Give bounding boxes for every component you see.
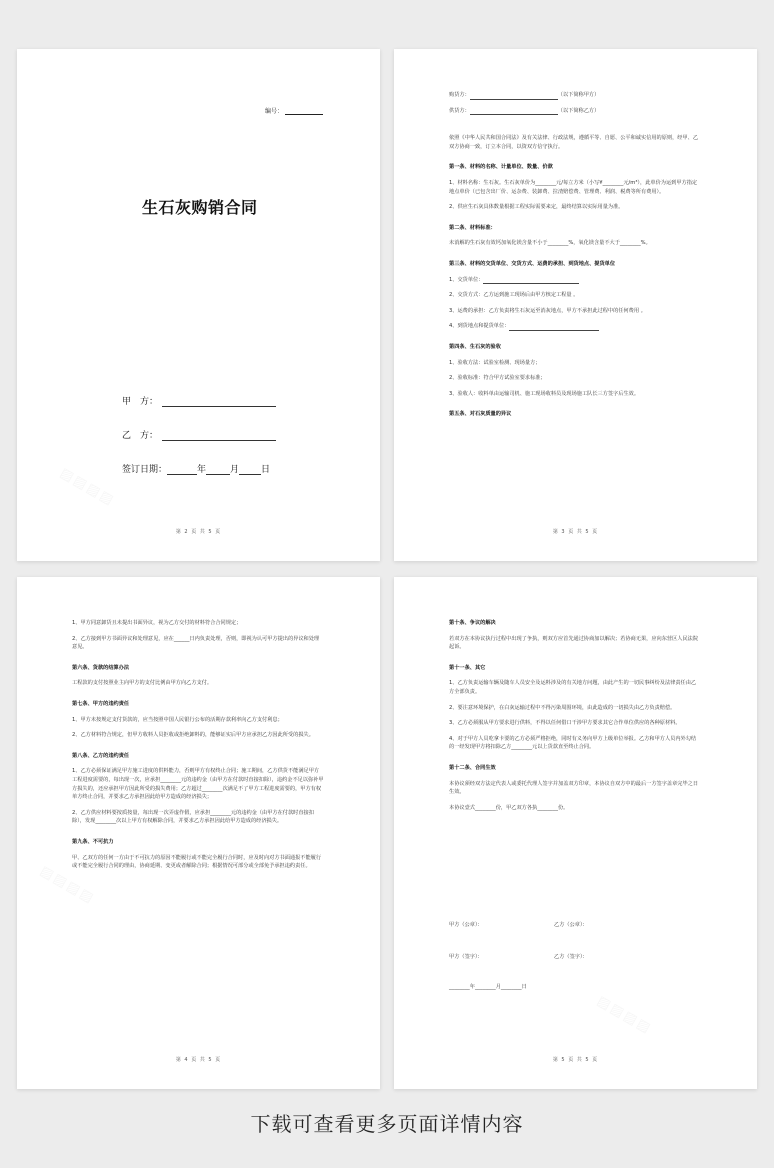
article-11-clause-2: 2、要注意环境保护，在白灰运输过程中不得污染周围环境，由此造成的一切损失由乙方负责赔偿。 <box>449 704 676 711</box>
article-4-clause-2: 2、验收标准：符合甲方试验室要求标准； <box>449 375 546 382</box>
page-footer: 第 2 页 共 5 页 <box>175 529 222 535</box>
article-3-clause-4 <box>449 322 701 331</box>
article-3-title: 第三条、材料的交货单位、交货方式、运费的承担、到货地点、提货单位 <box>449 260 616 267</box>
party-a-label: 甲 方： <box>122 397 159 407</box>
seller-label: 供货方： <box>449 107 470 114</box>
contract-page-2 <box>394 49 757 561</box>
party-b-seal-label: 乙方（公章）： <box>554 922 588 928</box>
page-body <box>72 619 324 871</box>
buyer-blank <box>470 93 558 100</box>
contract-page-3 <box>17 577 380 1089</box>
page-footer: 第 5 页 共 5 页 <box>552 1057 599 1063</box>
article-2-title: 第二条、材料标准： <box>449 224 496 231</box>
date-month-label: 月 <box>230 465 240 475</box>
page-footer: 第 4 页 共 5 页 <box>175 1057 222 1063</box>
delivery-unit-label: 1、交货单位： <box>449 276 484 283</box>
article-5-clause-1: 1、甲方同意卸货且未提出书面异议，视为乙方交付的材料符合合同规定； <box>72 620 242 626</box>
article-6-title: 第六条、货款的结算办法 <box>72 664 130 671</box>
page-body <box>449 619 701 812</box>
party-b-signature-label: 乙方（签字）： <box>554 954 588 960</box>
article-3-clause-2: 2、交货方式：乙方运到施工现场后由甲方核定工程量 。 <box>449 292 579 299</box>
party-a-blank <box>162 397 276 407</box>
date-year-label: 年 <box>197 465 207 475</box>
article-8-title: 第八条、乙方的违约责任 <box>72 752 130 759</box>
article-3-clause-1 <box>449 276 701 285</box>
page-footer: 第 3 页 共 5 页 <box>552 529 599 535</box>
party-a-seal-label: 甲方（公章）： <box>449 922 483 928</box>
buyer-note: （以下简称甲方） <box>557 92 600 98</box>
article-3-clause-3: 3、运费的承担：乙方负责将生石灰运至消灰地点，甲方不承担此过程中的任何费用 。 <box>449 307 646 314</box>
article-9-clause-1: 甲、乙双方的任何一方由于不可抗力的原因不能履行或不能完全履行合同时，应及时向对方书面通报不能履行或不能完全履行合同的理由，协商延期、变更或者解除合同；根据情况可部分或全部免予承担违约责任。 <box>72 854 322 870</box>
article-4-clause-1: 1、验收方法：试验室检测、现场量方； <box>449 359 541 366</box>
article-11-clause-4: 4、对于甲方人员吃拿卡要的乙方必须严格拒绝，同时有义务向甲方上级单位举报。乙方和甲方人员内外勾结的一经发现甲方将扣除乙方________元以上货款直至终止合同。 <box>449 735 697 751</box>
date-month-blank <box>206 465 230 475</box>
date-day-label: 日 <box>261 465 271 475</box>
contract-page-cover <box>17 49 380 561</box>
party-a-signature-label: 甲方（签字）： <box>449 954 483 960</box>
download-caption: 下载可查看更多页面详情内容 <box>250 1112 524 1136</box>
watermark <box>57 465 118 509</box>
watermark <box>594 993 655 1037</box>
article-8-clause-1: 1、乙方必须保证满足甲方施工进度的供料能力，否则甲方有权终止合同；施工期间，乙方供货不能满足甲方工程进度需要的，每出现一次，应承担________元的违约金（由甲方在付款时直接扣除），违约金不足以弥补甲方损失的，还应承担甲方因此所受的损失费用；乙方超过________次满足不了甲方工程进度需要的，甲方有权单方终止合同，并要求乙方承担因此给甲方造成的经济损失； <box>72 768 324 801</box>
signing-date-label: 签订日期： <box>122 465 168 475</box>
article-5-clause-2: 2、乙方接到甲方书面异议和处理意见，应在______日内负责处理，否则，即视为认可甲方提出的异议和处理意见。 <box>72 635 320 651</box>
seller-note: （以下简称乙方） <box>557 107 600 114</box>
party-b-line <box>122 428 276 441</box>
party-b-blank <box>162 431 276 441</box>
buyer-label: 购货方： <box>449 92 470 98</box>
contract-page-4 <box>394 577 757 1089</box>
contract-title: 生石灰购销合同 <box>142 198 258 217</box>
signing-date: ________年________月________日 <box>449 984 527 990</box>
contract-number-blank <box>285 108 323 115</box>
article-1-clause-2: 2、供应生石灰具体数量根据工程实际需要来定，最终结算以实际用量为准。 <box>449 204 624 211</box>
article-7-clause-2: 2、乙方材料符合规定，但甲方收料人员拒收或拒绝卸料的，能够证实后甲方应承担乙方因此所受的损失。 <box>72 732 314 739</box>
delivery-unit-blank <box>483 277 579 284</box>
article-11-clause-1: 1、乙方负责运输车辆及随车人员安全及运料涉及的有关地方问题，由此产生的一切民事纠纷及法律责任由乙方全部负责。 <box>449 680 697 695</box>
destination-blank <box>509 324 599 331</box>
signing-date-line <box>122 462 270 475</box>
article-7-clause-1: 1、甲方未按规定支付货款的，应当按照中国人民银行公布的活期存款利率向乙方支付利息； <box>72 716 283 723</box>
article-10-clause-1: 若双方在本协议执行过程中出现了争执，则双方应首先通过协商加以解决；若协商无果，应向东营区人民法院起诉。 <box>449 635 699 651</box>
article-4-clause-3: 3、验收人：收料单由运输司机、施工现场收料员及现场施工队长三方签字后生效。 <box>449 390 640 397</box>
page-body <box>449 91 701 419</box>
article-1-title: 第一条、材料的名称、计量单位、数量、价款 <box>449 164 553 171</box>
party-a-line <box>122 394 276 407</box>
article-12-title: 第十二条、合同生效 <box>449 764 496 771</box>
seller-blank <box>470 108 558 115</box>
date-day-blank <box>239 465 261 475</box>
date-year-blank <box>167 465 197 475</box>
buyer-line <box>449 91 701 100</box>
article-8-clause-2: 2、乙方供应材料要按质按量，每出现一次弄虚作假，应承担________元的违约金（由甲方在付款时直接扣除），发现________次以上甲方有权解除合同，并要求乙方承担因此给甲方造成的经济损失。 <box>72 809 314 825</box>
contract-number <box>265 106 323 115</box>
party-b-label: 乙 方： <box>122 431 159 441</box>
article-5-title: 第五条、对石灰质量的异议 <box>449 411 512 418</box>
article-9-title: 第九条、不可抗力 <box>72 838 114 845</box>
destination-label: 4、到货地点和提货单位： <box>449 323 510 330</box>
article-12-clause-2: 本协议壹式________份，甲乙双方各执________份。 <box>449 804 569 811</box>
seller-line <box>449 107 701 116</box>
intro-paragraph: 依照《中华人民共和国合同法》及有关法律、行政法规，遵循平等、自愿、公平和诚实信用的原则，经甲、乙双方协商一致，订立本合同，以资双方信守执行。 <box>449 135 699 150</box>
article-4-title: 第四条、生石灰的验收 <box>449 343 501 350</box>
article-6-clause-1: 工程款的支付按照业主向甲方的支付比例由甲方向乙方支付。 <box>72 680 213 687</box>
article-10-title: 第十条、争议的解决 <box>449 620 496 626</box>
article-1-clause-1: 1、材料名称：生石灰。生石灰单价为________元/每立方米（小写¥________元/m³），此单价为运到甲方指定地点单价（已包含出厂价、运杂费、装卸费、拉渣赔偿费、管理费、利润、税费等所有费用）。 <box>449 179 698 195</box>
contract-number-label: 编号： <box>264 108 283 115</box>
article-2-clause-1: 未消解的生石灰有效钙加氧化镁含量不小于________%，氧化镁含量不大于________%。 <box>449 240 651 247</box>
article-12-clause-1: 本协议须经双方法定代表人或委托代理人签字并加盖双方印章，本协议自双方中的最后一方签字盖章完毕之日生效。 <box>449 780 699 796</box>
article-11-clause-3: 3、乙方必须服从甲方要求进行供料，不得以任何借口干涉甲方要求其它合作单位供应的各种原材料。 <box>449 720 681 727</box>
article-11-title: 第十一条、其它 <box>449 664 486 671</box>
article-7-title: 第七条、甲方的违约责任 <box>72 700 130 707</box>
